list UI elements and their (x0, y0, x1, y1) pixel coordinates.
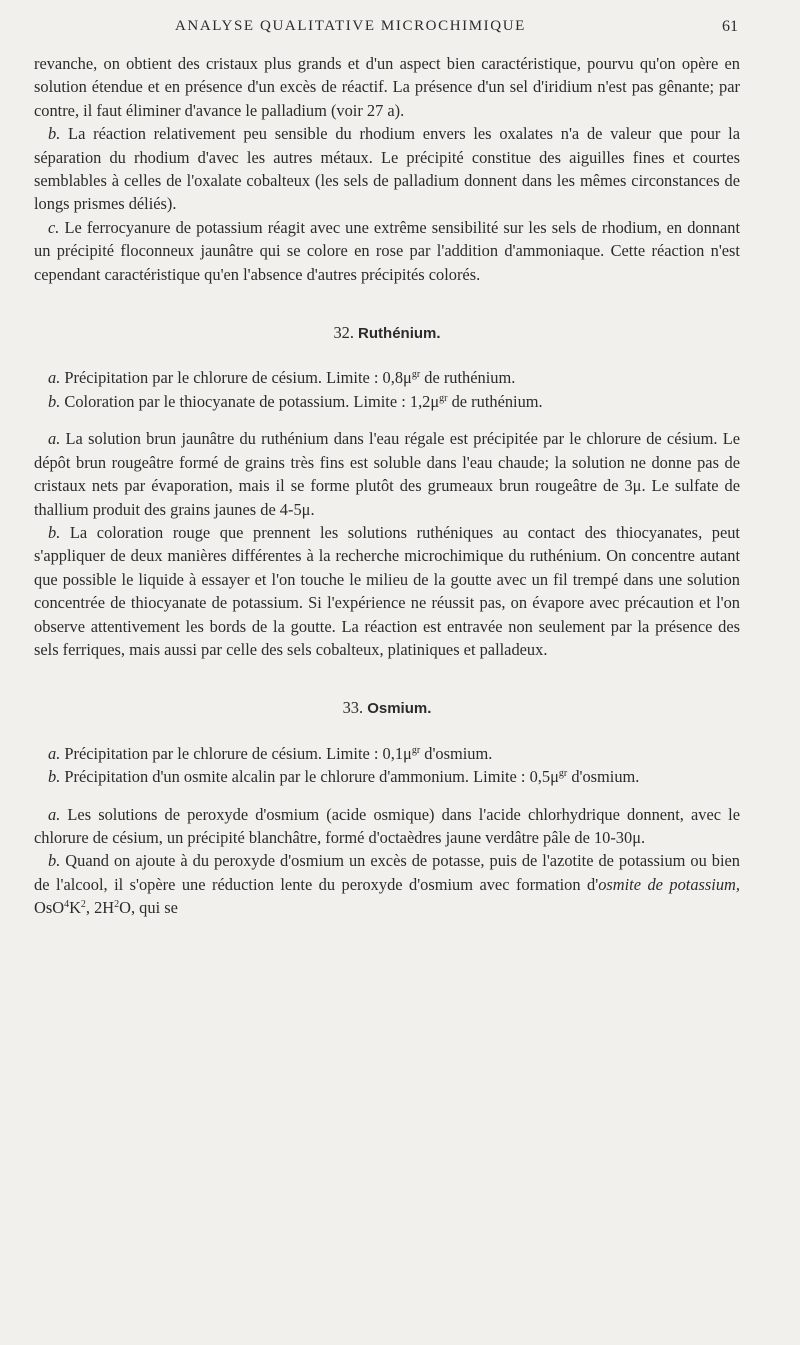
unit-sup: gr (439, 392, 448, 404)
running-title: ANALYSE QUALITATIVE MICROCHIMIQUE (175, 18, 526, 34)
item-text: d'osmium. (567, 767, 640, 787)
unit-sup: gr (558, 768, 568, 780)
page-body (34, 52, 740, 920)
item-letter: b. (48, 391, 61, 411)
item-text: de ruthénium. (447, 391, 543, 411)
item-letter: b. (48, 124, 61, 144)
paragraph-text: La coloration rouge que prennent les solutions ruthéniques au contact des thiocyanates, peut s'appliquer de deux manières différentes à la recherche microchimique du ruthénium. On concentre autant que possible le liquide à essayer et l'on touche le milieu de la goutte avec un fil trempé dans une solution concentrée de thiocyanate de potassium. Si l'expérience ne réussit pas, on évapore avec précaution et l'on observe attentivement les bords de la goutte. La réaction est entravée non seulement par la présence des sels ferriques, mais aussi par celle des sels cobalteux, platiniques et palladeux. (34, 522, 740, 659)
formula-part: K (69, 898, 81, 918)
section-number: 33. (342, 698, 364, 718)
unit-sup: gr (411, 744, 421, 756)
page-number: 61 (722, 18, 738, 35)
formula-part: O, qui se (119, 898, 178, 918)
item-letter: b. (48, 851, 61, 871)
formula-part: , 2H (85, 898, 115, 918)
formula-sup: 2 (114, 899, 120, 911)
reaction-list-item (34, 366, 740, 389)
paragraph-text: Les solutions de peroxyde d'osmium (acide osmique) dans l'acide chlorhydrique donnent, avec le chlorure de césium, un précipité blanchâtre, formé d'octaèdres jaune verdâtre pâle de 10-30μ. (34, 804, 740, 847)
item-text: Précipitation par le chlorure de césium. Limite : 0,8 (60, 368, 404, 388)
paragraph-text: Le ferrocyanure de potassium réagit avec une extrême sensibilité sur les sels de rhodium, en donnant un précipité floconneux jaunâtre qui se colore en rose par l'addition d'ammoniaque. Cette réaction n'est cependant caractéristique qu'en l'absence d'autres précipités colorés. (34, 217, 740, 284)
item-letter: b. (48, 522, 61, 542)
item-text: Précipitation par le chlorure de césium. Limite : 0,1 (60, 743, 404, 763)
section-title-ruthenium (34, 321, 740, 345)
paragraph-ruthenium-a (34, 427, 740, 521)
reaction-list-item (34, 390, 740, 413)
paragraph-rhodium-c (34, 216, 740, 286)
item-letter: a. (48, 368, 61, 388)
item-letter: c. (48, 217, 60, 237)
item-letter: a. (48, 804, 61, 824)
paragraph-text: Quand on ajoute à du peroxyde d'osmium un excès de potasse, puis de l'azotite de potassium ou bien de l'alcool, il s'opère une réduction lente du peroxyde d'osmium avec formation d' (34, 851, 740, 894)
reaction-list-item (34, 765, 740, 788)
paragraph-ruthenium-b (34, 521, 740, 661)
item-text: de ruthénium. (420, 368, 516, 388)
section-label: Osmium. (367, 700, 432, 718)
spacer (34, 413, 740, 427)
paragraph-osmium-a (34, 803, 740, 850)
item-letter: a. (48, 743, 61, 763)
item-letter: b. (48, 767, 61, 787)
page-header (0, 14, 800, 42)
section-title-osmium (34, 696, 740, 720)
italic-term: osmite de potassium, (598, 874, 740, 894)
section-number: 32. (333, 323, 354, 343)
paragraph-rhodium-b (34, 122, 740, 216)
formula-sup: 2 (80, 899, 86, 911)
item-text: Coloration par le thiocyanate de potassium. Limite : 1,2 (60, 391, 431, 411)
unit-sup: gr (411, 369, 421, 381)
unit-mu: μ (403, 368, 412, 388)
unit-mu: μ (430, 391, 440, 411)
formula-part: OsO (34, 898, 65, 918)
paragraph-text: La solution brun jaunâtre du ruthénium dans l'eau régale est précipitée par le chlorure de césium. Le dépôt brun rougeâtre formé de grains très fins est soluble dans l'eau chaude; la solution ne donne pas de cristaux nets par évaporation, mais il se forme plutôt des grumeaux brun rougeâtre de 3μ. Le sulfate de thallium produit des grains jaunes de 4-5μ. (34, 429, 740, 519)
unit-mu: μ (403, 743, 412, 763)
paragraph-continuation: revanche, on obtient des cristaux plus grands et d'un aspect bien caractéristique, pourvu qu'on opère en solution étendue et en présence d'un excès de réactif. La présence d'un sel d'iridium n'est pas gênante; par contre, il faut éliminer d'avance le palladium (voir 27 a). (34, 54, 740, 120)
item-text: Précipitation d'un osmite alcalin par le chlorure d'ammonium. Limite : 0,5 (60, 767, 551, 787)
paragraph-osmium-b (34, 849, 740, 919)
reaction-list-item (34, 742, 740, 765)
formula-sup: 4 (64, 899, 70, 911)
paragraph-text: La réaction relativement peu sensible du rhodium envers les oxalates n'a de valeur que pour la séparation du rhodium d'avec les autres métaux. Le précipité constitue des aiguilles fines et courtes semblables à celles de l'oxalate cobalteux (les sels de palladium donnent dans les mêmes circonstances de longs prismes déliés). (34, 124, 740, 214)
item-letter: a. (48, 429, 61, 449)
section-label: Ruthénium. (358, 325, 441, 343)
unit-mu: μ (550, 767, 559, 787)
item-text: d'osmium. (420, 743, 493, 763)
spacer (34, 789, 740, 803)
